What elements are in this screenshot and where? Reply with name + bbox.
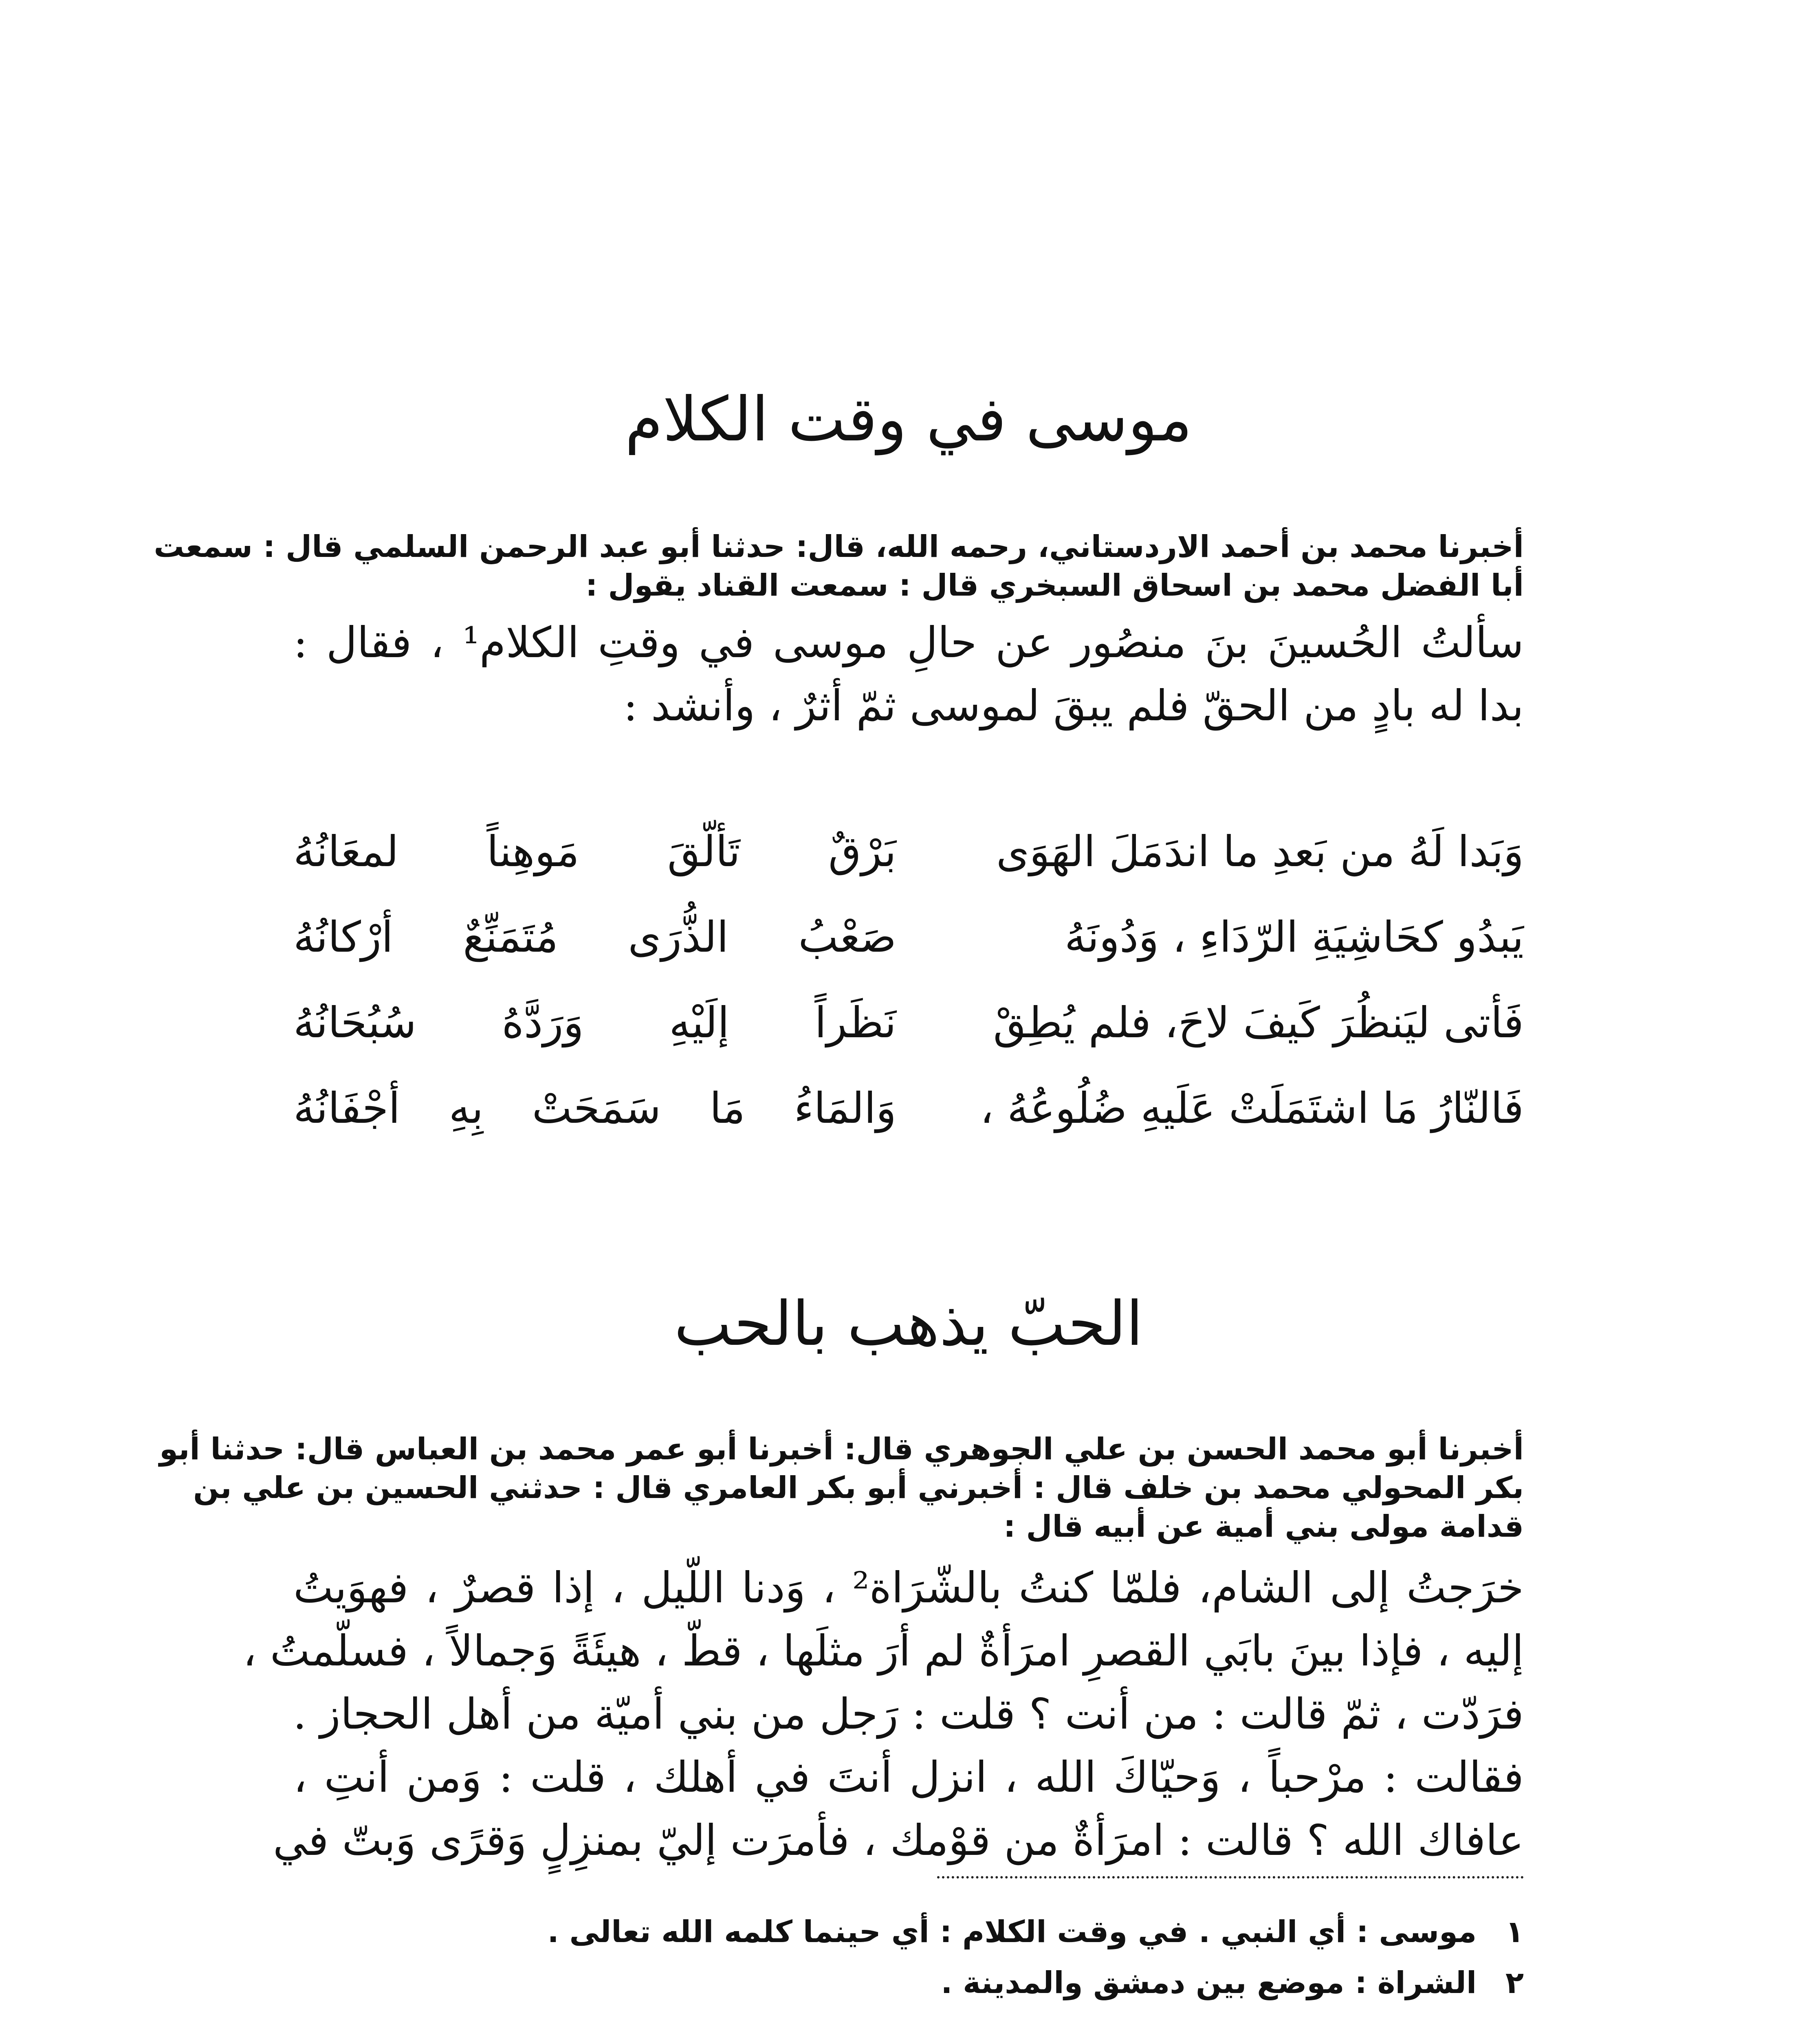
poem-verse (293, 894, 1524, 980)
footnote-number: ١ (1505, 1914, 1524, 1949)
prose-1 (293, 611, 1524, 737)
verse-first-hemistich: وَبَدا لَهُ من بَعدِ ما اندَمَلَ الهَوَى (996, 827, 1524, 876)
verse-first-hemistich: فَأتى ليَنظُرَ كَيفَ لاحَ، فلم يُطِقْ (993, 998, 1524, 1047)
poem-verse (293, 809, 1524, 894)
footnote (293, 1907, 1524, 1958)
verse-second-hemistich: وَالمَاءُ مَا سَمَحَتْ بِهِ أجْفَانُهُ (293, 1083, 896, 1133)
prose-line: خرَجتُ إلى الشام، فلمّا كنتُ بالشّرَاة² ، وَدنا اللّيل ، إذا قصرٌ ، فهوَيتُ (293, 1563, 1524, 1612)
section-title-2: الحبّ يذهب بالحب (674, 1289, 1143, 1359)
isnad-line: قدامة مولى بني أمية عن أبيه قال : (1003, 1509, 1524, 1544)
prose-line: سألتُ الحُسينَ بنَ منصُور عن حالِ موسى في وقتِ الكلام¹ ، فقال : (293, 618, 1524, 667)
isnad-line: أبا الفضل محمد بن اسحاق السبخري قال : سمعت القناد يقول : (585, 568, 1524, 603)
footnote-separator (937, 1876, 1524, 1879)
poem-verse (293, 980, 1524, 1065)
prose-line: فرَدّت ، ثمّ قالت : من أنت ؟ قلت : رَجل من بني أميّة من أهل الحجاز . (293, 1689, 1524, 1739)
prose-line: إليه ، فإذا بينَ بابَي القصرِ امرَأةٌ لم أرَ مثلَها ، قطّ ، هيئَةً وَجمالاً ، فسلّمتُ ، (243, 1626, 1524, 1676)
prose-line: عافاك الله ؟ قالت : امرَأةٌ من قوْمك ، فأمرَت إليّ بمنزِلٍ وَقرًى وَبتّ في (273, 1815, 1524, 1865)
verse-first-hemistich: يَبدُو كحَاشِيَةِ الرّدَاءِ ، وَدُونَهُ (1064, 912, 1524, 962)
prose-line: فقالت : مرْحباً ، وَحيّاكَ الله ، انزل أنتَ في أهلك ، قلت : وَمن أنتِ ، (293, 1752, 1524, 1802)
footnotes (293, 1907, 1524, 2008)
poem (293, 809, 1524, 1151)
footnote (293, 1958, 1524, 2008)
footnote-text: موسى : أي النبي . في وقت الكلام : أي حينما كلمه الله تعالى . (547, 1914, 1477, 1949)
poem-verse (293, 1065, 1524, 1151)
isnad-1 (154, 528, 1524, 605)
isnad-2 (159, 1430, 1524, 1546)
isnad-line: بكر المحولي محمد بن خلف قال : أخبرني أبو بكر العامري قال : حدثني الحسين بن علي بن (193, 1470, 1524, 1505)
footnote-text: الشراة : موضع بين دمشق والمدينة . (941, 1965, 1477, 2000)
verse-second-hemistich: بَرْقٌ تَألّقَ مَوهِناً لمعَانُهُ (293, 827, 896, 876)
verse-second-hemistich: صَعْبُ الذُّرَى مُتَمَنِّعٌ أرْكانُهُ (293, 912, 896, 962)
isnad-line: أخبرنا محمد بن أحمد الاردستاني، رحمه الله، قال: حدثنا أبو عبد الرحمن السلمي قال : سمعت (154, 529, 1524, 564)
verse-second-hemistich: نَظَراً إلَيْهِ وَرَدَّهُ سُبُحَانُهُ (293, 998, 896, 1047)
section-title-1: موسى في وقت الكلام (625, 384, 1193, 455)
footnote-number: ٢ (1505, 1965, 1524, 2000)
verse-first-hemistich: فَالنّارُ مَا اشتَمَلَتْ عَلَيهِ ضُلُوعُهُ ، (980, 1083, 1524, 1133)
prose-line: بدا له بادٍ من الحقّ فلم يبقَ لموسى ثمّ أثرٌ ، وأنشد : (623, 681, 1524, 730)
prose-2 (243, 1556, 1524, 1872)
isnad-line: أخبرنا أبو محمد الحسن بن علي الجوهري قال: أخبرنا أبو عمر محمد بن العباس قال: حدثنا أبو (159, 1432, 1524, 1467)
